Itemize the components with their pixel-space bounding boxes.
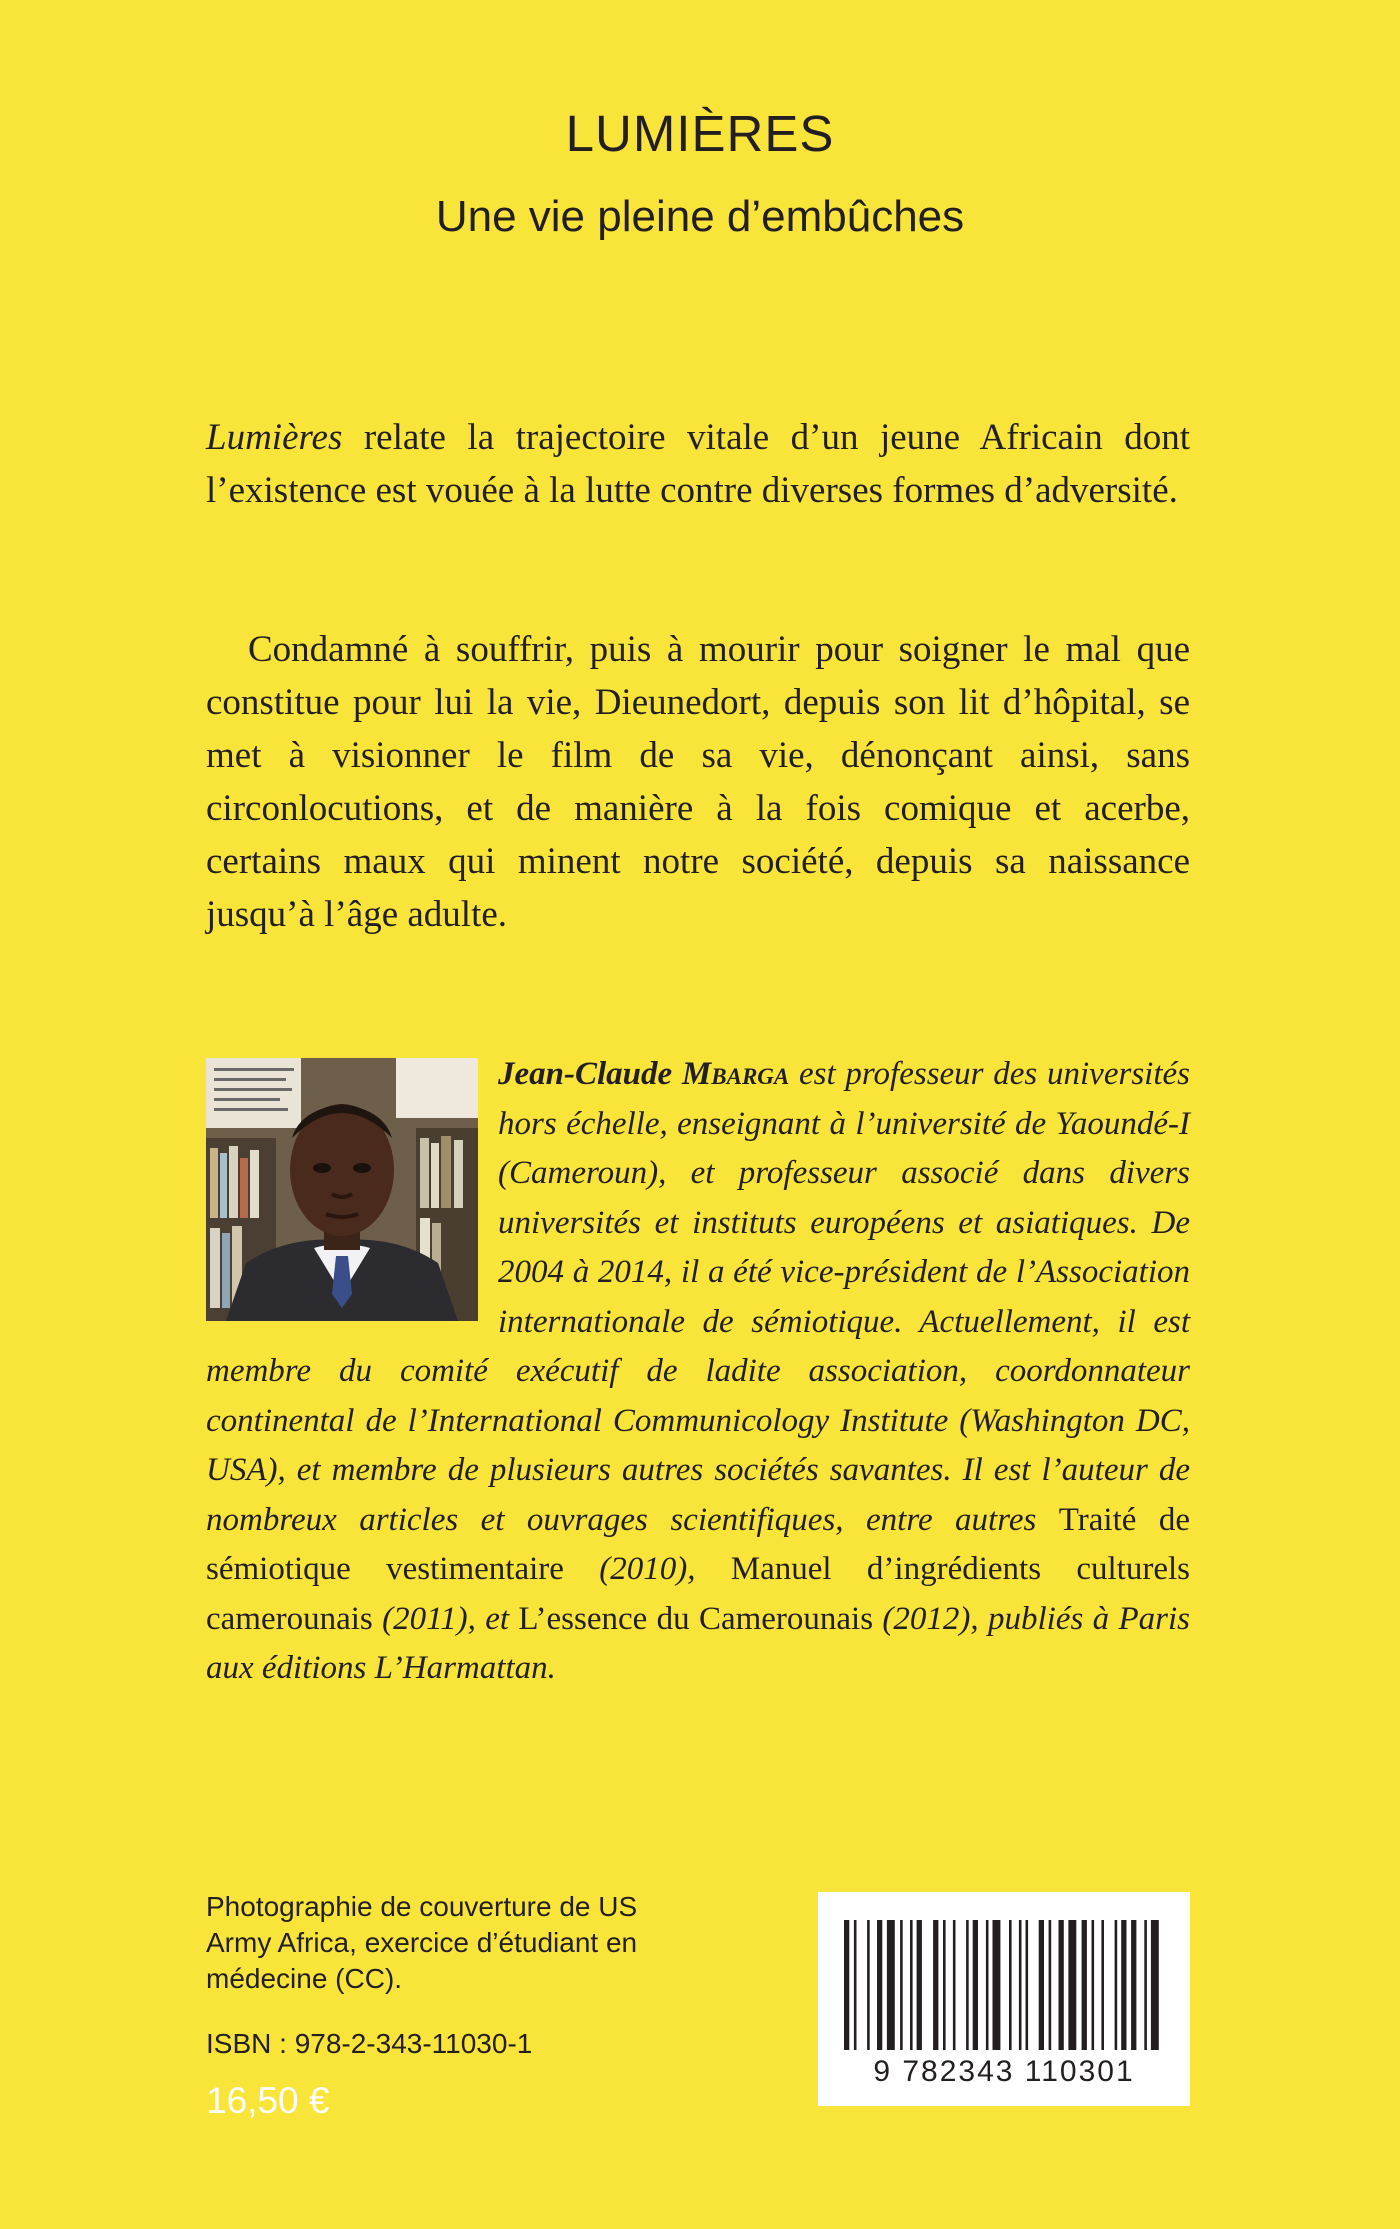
- barcode-bar: [1009, 1920, 1012, 2050]
- barcode-bar: [910, 1920, 913, 2050]
- isbn: ISBN : 978-2-343-11030-1: [206, 2028, 533, 2059]
- barcode-bar: [844, 1920, 849, 2050]
- synopsis-paragraph-1-text: relate la trajectoire vitale d’un jeune Africain dont l’existence est vouée à la lutte contre diverses formes d’adversité.: [206, 417, 1190, 511]
- author-work-1: Traité de sémiotique vestimentaire: [206, 1501, 1190, 1587]
- barcode-bar: [1131, 1920, 1136, 2050]
- author-work-3: L’essence du Camerounais: [518, 1600, 874, 1637]
- author-name-first: Jean-Claude: [498, 1056, 682, 1092]
- barcode-bar: [1059, 1920, 1064, 2050]
- price: 16,50 €: [206, 2080, 330, 2121]
- author-bio-text-2: (2010),: [563, 1551, 731, 1587]
- author-portrait-icon: [206, 1058, 478, 1321]
- author-bio: [206, 1050, 1190, 1694]
- barcode-bar: [854, 1920, 857, 2050]
- barcode-bar: [917, 1920, 922, 2050]
- barcode-bar: [986, 1920, 989, 2050]
- barcode-bar: [1082, 1920, 1087, 2050]
- barcode-bar: [1151, 1920, 1159, 2050]
- synopsis-title-italic: Lumières: [206, 417, 343, 458]
- barcode-bar: [1026, 1920, 1029, 2050]
- barcode-bar: [1144, 1920, 1147, 2050]
- barcode-bar: [867, 1920, 870, 2050]
- barcode-bar: [1092, 1920, 1095, 2050]
- book-title: LUMIÈRES: [565, 105, 835, 162]
- barcode-bar: [943, 1920, 946, 2050]
- author-work-2: Manuel d’ingrédients culturels camerounais: [206, 1551, 1191, 1637]
- barcode-bar: [966, 1920, 969, 2050]
- barcode-bar: [1101, 1920, 1104, 2050]
- barcode: [818, 1892, 1190, 2106]
- barcode-bar: [953, 1920, 956, 2050]
- barcode-bar: [1115, 1920, 1118, 2050]
- photo-credit: Photographie de couverture de US Army Africa, exercice d’étudiant en médecine (CC).: [206, 1891, 638, 1994]
- author-bio-text-1: est professeur des universités hors échelle, enseignant à l’université de Yaoundé-I (Cameroun), et professeur associé dans divers universités et instituts européens et asiatiques. De 2004 à 2014, il a été vice-président de l’Association internationale de sémiotique. Actuellement, il est membre du comité exécutif de ladite association, coordonnateur continental de l’International Communicology Institute (Washington DC, USA), et membre de plusieurs autres sociétés savantes. Il est l’auteur de nombreux articles et ouvrages scientifiques, entre autres: [206, 1056, 1190, 1538]
- barcode-bar: [993, 1920, 1001, 2050]
- barcode-bar: [1019, 1920, 1022, 2050]
- author-bio-text-4: (2012), publiés à Paris aux éditions L’Harmattan.: [206, 1600, 1190, 1686]
- author-bio-text-3: (2011), et: [372, 1600, 519, 1637]
- barcode-bar: [1049, 1920, 1052, 2050]
- book-subtitle: Une vie pleine d’embûches: [435, 192, 965, 241]
- author-portrait-photo: [206, 1058, 478, 1321]
- barcode-bar: [1121, 1920, 1126, 2050]
- barcode-bar: [900, 1920, 903, 2050]
- barcode-bar: [933, 1920, 938, 2050]
- barcode-digits: 9 782343 110301: [873, 2055, 1135, 2088]
- barcode-bar: [877, 1920, 882, 2050]
- synopsis-paragraph-2: Condamné à souffrir, puis à mourir pour soigner le mal que constitue pour lui la vie, Dieunedort, depuis son lit d’hôpital, se met à visionner le film de sa vie, dénonçant ainsi, sans circonlocutions, et de manière à la fois comique et acerbe, certains maux qui minent notre société, depuis sa naissance jusqu’à l’âge adulte.: [206, 629, 1190, 935]
- author-name-last: Mbarga: [681, 1056, 790, 1092]
- barcode-bar: [887, 1920, 895, 2050]
- synopsis-paragraph-1: [206, 411, 1190, 517]
- barcode-bar: [1068, 1920, 1076, 2050]
- barcode-bar: [1039, 1920, 1044, 2050]
- barcode-bar: [973, 1920, 978, 2050]
